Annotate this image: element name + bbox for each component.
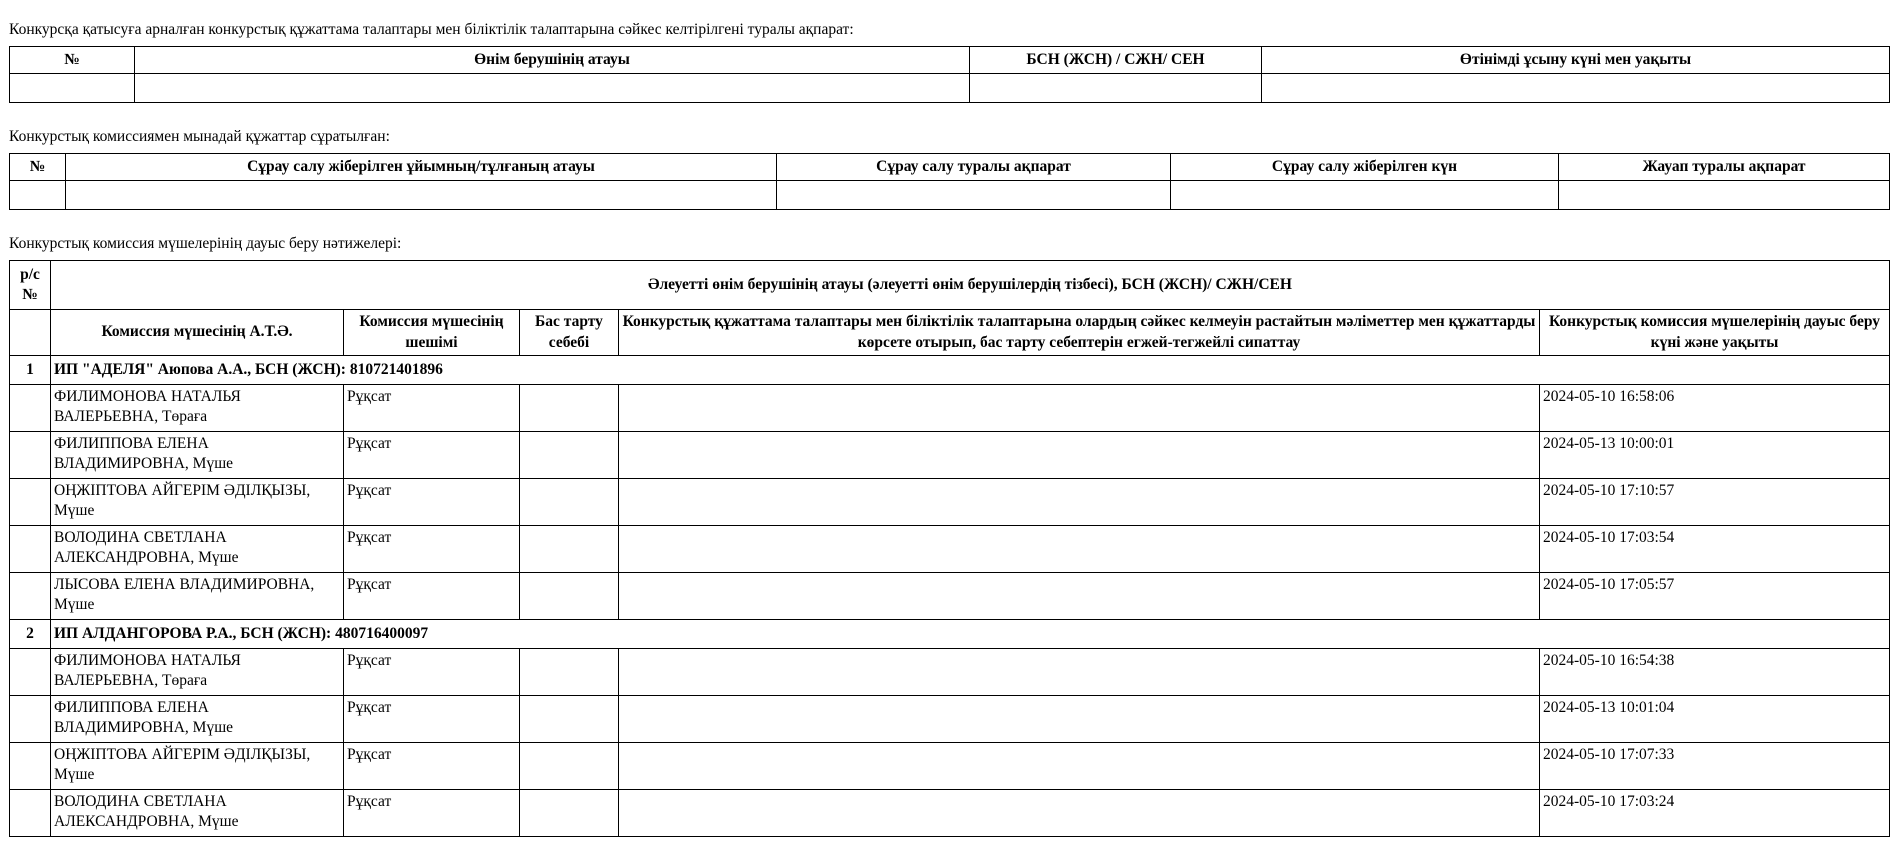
section3-heading: Конкурстық комиссия мүшелерінің дауыс беру нәтижелері: bbox=[9, 235, 402, 253]
vote-datetime: 2024-05-10 17:07:33 bbox=[1540, 742, 1890, 789]
compliance-table bbox=[9, 46, 1890, 103]
empty-cell bbox=[619, 384, 1540, 431]
group-number: 1 bbox=[10, 355, 51, 384]
col-organization-name: Сұрау салу жіберілген ұйымның/тұлғаның атауы bbox=[66, 154, 777, 181]
group-title: ИП АЛДАНГОРОВА Р.А., БСН (ЖСН): 480716400097 bbox=[51, 619, 1890, 648]
empty-cell bbox=[10, 384, 51, 431]
empty-cell bbox=[10, 74, 135, 103]
empty-cell bbox=[520, 384, 619, 431]
group-number: 2 bbox=[10, 619, 51, 648]
empty-cell bbox=[10, 695, 51, 742]
member-name: ЛЫСОВА ЕЛЕНА ВЛАДИМИРОВНА, Мүше bbox=[51, 572, 344, 619]
member-row bbox=[10, 431, 1890, 478]
empty-cell bbox=[619, 695, 1540, 742]
vote-datetime: 2024-05-10 17:03:54 bbox=[1540, 525, 1890, 572]
vote-datetime: 2024-05-10 17:03:24 bbox=[1540, 789, 1890, 836]
vote-datetime: 2024-05-10 17:05:57 bbox=[1540, 572, 1890, 619]
empty-cell bbox=[10, 742, 51, 789]
requests-empty-row bbox=[10, 181, 1890, 210]
empty-cell bbox=[619, 478, 1540, 525]
section2-heading: Конкурстық комиссиямен мынадай құжаттар сұратылған: bbox=[9, 128, 390, 146]
empty-cell bbox=[619, 648, 1540, 695]
col-submission-datetime: Өтінімді ұсыну күні мен уақыты bbox=[1262, 47, 1890, 74]
empty-cell bbox=[520, 695, 619, 742]
empty-cell bbox=[10, 478, 51, 525]
vote-datetime: 2024-05-13 10:00:01 bbox=[1540, 431, 1890, 478]
group-title: ИП "АДЕЛЯ" Аюпова А.А., БСН (ЖСН): 810721401896 bbox=[51, 355, 1890, 384]
empty-cell bbox=[520, 742, 619, 789]
empty-cell bbox=[970, 74, 1262, 103]
member-decision: Рұқсат bbox=[344, 525, 520, 572]
empty-cell bbox=[10, 525, 51, 572]
member-name: ВОЛОДИНА СВЕТЛАНА АЛЕКСАНДРОВНА, Мүше bbox=[51, 525, 344, 572]
compliance-empty-row bbox=[10, 74, 1890, 103]
vote-datetime: 2024-05-10 17:10:57 bbox=[1540, 478, 1890, 525]
member-row bbox=[10, 648, 1890, 695]
requests-table bbox=[9, 153, 1890, 210]
col-member-name: Комиссия мүшесінің А.Т.Ә. bbox=[51, 310, 344, 355]
empty-cell bbox=[520, 431, 619, 478]
empty-cell bbox=[619, 525, 1540, 572]
member-name: ФИЛИМОНОВА НАТАЛЬЯ ВАЛЕРЬЕВНА, Төраға bbox=[51, 384, 344, 431]
member-name: ФИЛИППОВА ЕЛЕНА ВЛАДИМИРОВНА, Мүше bbox=[51, 431, 344, 478]
member-name: ОҢЖІПТОВА АЙГЕРІМ ӘДІЛҚЫЗЫ, Мүше bbox=[51, 478, 344, 525]
voting-table bbox=[9, 260, 1890, 836]
voting-header-row-1 bbox=[10, 261, 1890, 310]
voting-header-row-2 bbox=[10, 310, 1890, 355]
member-row bbox=[10, 742, 1890, 789]
empty-cell bbox=[135, 74, 970, 103]
vote-datetime: 2024-05-13 10:01:04 bbox=[1540, 695, 1890, 742]
empty-cell bbox=[10, 431, 51, 478]
empty-cell bbox=[1559, 181, 1890, 210]
member-row bbox=[10, 384, 1890, 431]
member-name: ФИЛИМОНОВА НАТАЛЬЯ ВАЛЕРЬЕВНА, Төраға bbox=[51, 648, 344, 695]
col-request-date: Сұрау салу жіберілген күн bbox=[1171, 154, 1559, 181]
member-row bbox=[10, 525, 1890, 572]
empty-cell bbox=[1262, 74, 1890, 103]
empty-cell bbox=[520, 789, 619, 836]
member-row bbox=[10, 478, 1890, 525]
vote-datetime: 2024-05-10 16:54:38 bbox=[1540, 648, 1890, 695]
member-name: ФИЛИППОВА ЕЛЕНА ВЛАДИМИРОВНА, Мүше bbox=[51, 695, 344, 742]
col-supplier-name: Өнім берушінің атауы bbox=[135, 47, 970, 74]
member-decision: Рұқсат bbox=[344, 431, 520, 478]
member-decision: Рұқсат bbox=[344, 695, 520, 742]
empty-cell bbox=[10, 310, 51, 355]
col-response-info: Жауап туралы ақпарат bbox=[1559, 154, 1890, 181]
member-row bbox=[10, 695, 1890, 742]
member-name: ВОЛОДИНА СВЕТЛАНА АЛЕКСАНДРОВНА, Мүше bbox=[51, 789, 344, 836]
member-decision: Рұқсат bbox=[344, 789, 520, 836]
member-name: ОҢЖІПТОВА АЙГЕРІМ ӘДІЛҚЫЗЫ, Мүше bbox=[51, 742, 344, 789]
col-request-info: Сұрау салу туралы ақпарат bbox=[777, 154, 1171, 181]
col-rs-number: р/с № bbox=[10, 261, 51, 310]
empty-cell bbox=[520, 572, 619, 619]
member-decision: Рұқсат bbox=[344, 648, 520, 695]
empty-cell bbox=[10, 181, 66, 210]
col-number: № bbox=[10, 47, 135, 74]
col-number: № bbox=[10, 154, 66, 181]
empty-cell bbox=[66, 181, 777, 210]
empty-cell bbox=[619, 789, 1540, 836]
empty-cell bbox=[520, 478, 619, 525]
requests-header-row bbox=[10, 154, 1890, 181]
member-decision: Рұқсат bbox=[344, 742, 520, 789]
member-row bbox=[10, 789, 1890, 836]
empty-cell bbox=[619, 742, 1540, 789]
col-member-decision: Комиссия мүшесінің шешімі bbox=[344, 310, 520, 355]
section1-heading: Конкурсқа қатысуға арналған конкурстық құжаттама талаптары мен біліктілік талаптарына сәйкес келтірілгені туралы ақпарат: bbox=[9, 21, 854, 38]
empty-cell bbox=[10, 789, 51, 836]
empty-cell bbox=[520, 525, 619, 572]
vote-datetime: 2024-05-10 16:58:06 bbox=[1540, 384, 1890, 431]
supplier-group-row bbox=[10, 355, 1890, 384]
empty-cell bbox=[619, 431, 1540, 478]
empty-cell bbox=[520, 648, 619, 695]
member-row bbox=[10, 572, 1890, 619]
empty-cell bbox=[10, 572, 51, 619]
col-rejection-description: Конкурстық құжаттама талаптары мен біліктілік талаптарына олардың сәйкес келмеуін растайтын мәліметтер мен құжаттарды көрсете отырып, бас тарту себептерін егжей-тегжейлі сипаттау bbox=[619, 310, 1540, 355]
empty-cell bbox=[1171, 181, 1559, 210]
member-decision: Рұқсат bbox=[344, 478, 520, 525]
col-bin: БСН (ЖСН) / СЖН/ СЕН bbox=[970, 47, 1262, 74]
member-decision: Рұқсат bbox=[344, 572, 520, 619]
supplier-group-row bbox=[10, 619, 1890, 648]
empty-cell bbox=[777, 181, 1171, 210]
col-supplier-list: Әлеуетті өнім берушінің атауы (әлеуетті өнім берушілердің тізбесі), БСН (ЖСН)/ СЖН/СЕН bbox=[51, 261, 1890, 310]
member-decision: Рұқсат bbox=[344, 384, 520, 431]
col-vote-datetime: Конкурстық комиссия мүшелерінің дауыс беру күні және уақыты bbox=[1540, 310, 1890, 355]
col-rejection-reason: Бас тарту себебі bbox=[520, 310, 619, 355]
empty-cell bbox=[10, 648, 51, 695]
compliance-header-row bbox=[10, 47, 1890, 74]
empty-cell bbox=[619, 572, 1540, 619]
